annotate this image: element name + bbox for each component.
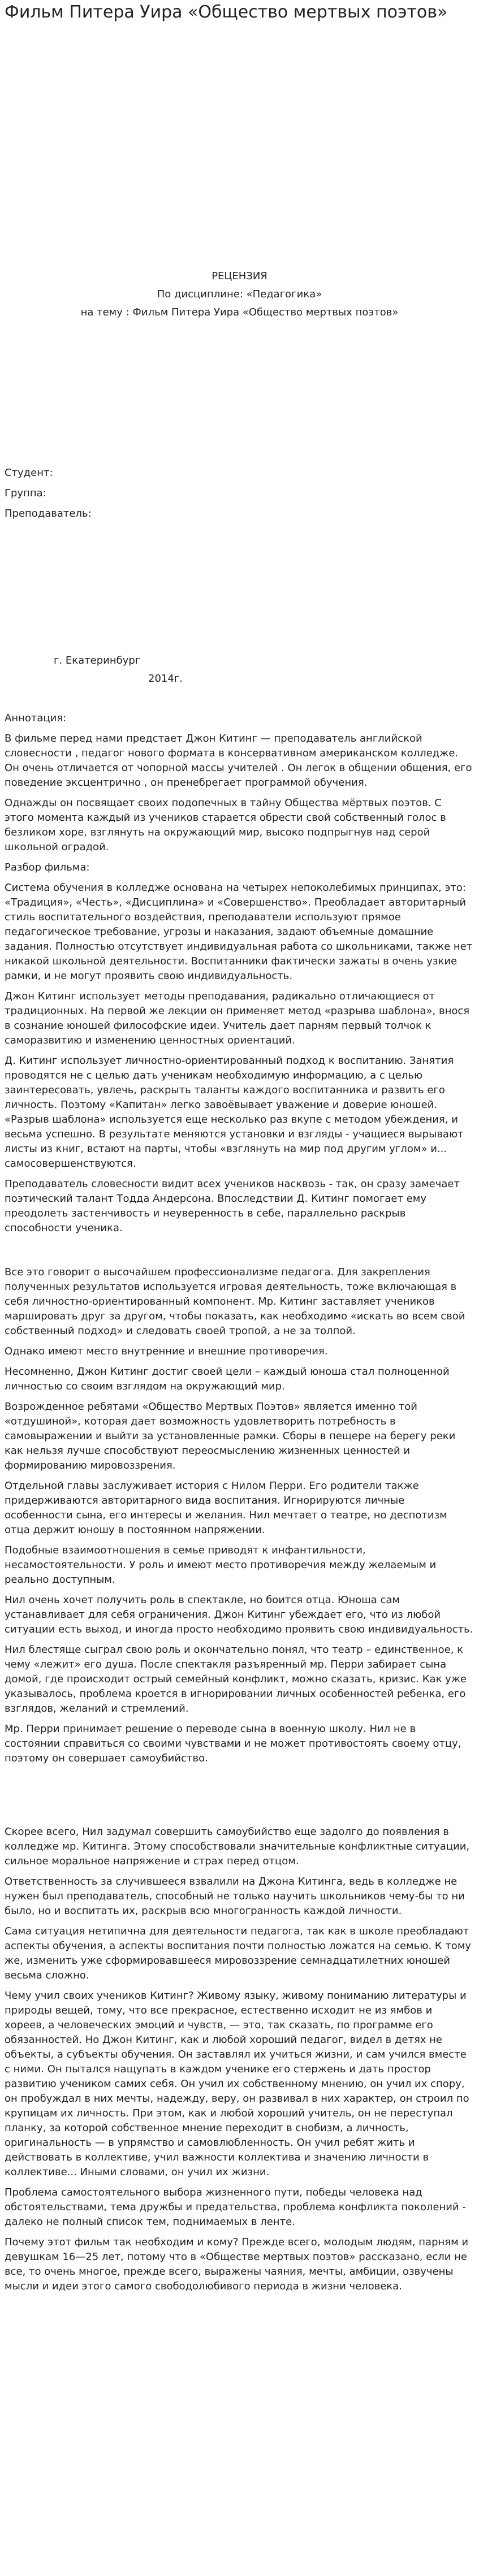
topic-line: на тему : Фильм Питера Уира «Общество мертвых поэтов» [80, 306, 399, 318]
paragraph: Почему этот фильм так необходим и кому? Прежде всего, молодым людям, парням и девушкам 16—25 лет, потому что в «Обществе мертвых поэтов» рассказано, если не все, то очень многое, прежде всего, выражены чаяния, мечты, амбиции, озвучены мысли и идеи этого самого свободолюбивого периода в жизни человека. [5, 2236, 469, 2292]
paragraph: Подобные взаимоотношения в семье приводят к инфантильности, несамостоятельности. У роль и имеют место противоречия между желаемым и реально доступным. [5, 1544, 437, 1586]
paragraph: Сама ситуация нетипична для деятельности педагога, так как в школе преобладают аспекты обучения, а аспекты воспитания почти полностью ложатся на семью. К тому же, изменить уже сформировавшееся мировоззрение семнадцатилетних юношей весьма сложно. [5, 1925, 472, 1981]
paragraph: Преподаватель словесности видит всех учеников насквозь - так, он сразу замечает поэтический талант Тодда Андерсона. Впоследствии Д. Китинг помогает ему преодолеть застенчивость и неуверенность в себе, параллельно раскрыв способности ученика. [5, 1178, 460, 1234]
paragraph: Мр. Перри принимает решение о переводе сына в военную школу. Нил не в состоянии справиться со своими чувствами и не может противостоять своему отцу, поэтому он совершает самоубийство. [5, 1723, 461, 1764]
paragraph: Скорее всего, Нил задумал совершить самоубийство еще задолго до появления в колледже мр. Китинга. Этому способствовали значительные конфликтные ситуации, сильное моральное напряжение и страх перед отцом. [5, 1826, 470, 1867]
student-label: Студент: [5, 467, 53, 479]
group-label: Группа: [5, 487, 46, 499]
document-title: Фильм Питера Уира «Общество мертвых поэтов» [5, 2, 448, 22]
paragraph: Джон Китинг использует методы преподавания, радикально отличающиеся от традиционных. На первой же лекции он применяет метод «разрыва шаблона», внося в сознание юношей философские идеи. Учитель дает парням первый толчок к саморазвитию и изменению ценностных ориентаций. [5, 990, 470, 1046]
review-heading: РЕЦЕНЗИЯ [212, 270, 267, 282]
paragraph: Однажды он посвящает своих подопечных в тайну Общества мёртвых поэтов. С этого момента каждый из учеников старается обрести свой собственный голос в безликом хоре, взглянуть на окружающий мир, высоко подпрыгнув над серой школьной оградой. [5, 797, 446, 853]
analysis-heading: Разбор фильма: [5, 861, 90, 873]
paragraph: Нил блестяще сыграл свою роль и окончательно понял, что театр – единственное, к чему «лежит» его душа. После спектакля разъяренный мр. Перри забирает сына домой, где происходит острый семейный конфликт, можно сказать, кризис. Как уже указывалось, проблема кроется в игнорировании личных особенностей ребенка, его взглядов, желаний и стремлений. [5, 1644, 467, 1715]
paragraph: Ответственность за случившееся взвалили на Джона Китинга, ведь в колледже не нужен был преподаватель, способный не только научить школьников чему-бы то ни было, но и воспитать их, раскрыв всю многогранность каждой личности. [5, 1876, 465, 1917]
discipline-line: По дисциплине: «Педагогика» [157, 288, 322, 300]
review-body [5, 711, 474, 2294]
paragraph: Возрожденное ребятами «Общество Мертвых Поэтов» является именно той «отдушиной», которая дает возможность удовлетворить потребность в самовыражении и выйти за установленные рамки. Сборы в пещере на берегу реки как нельзя лучше способствуют переосмыслению жизненных ценностей и формированию мировоззрения. [5, 1401, 456, 1471]
annotation-heading: Аннотация: [5, 712, 67, 724]
paragraph: В фильме перед нами предстает Джон Китинг — преподаватель английской словесности , педагог нового формата в консервативном американском колледже. Он очень отличается от чопорной массы учителей . Он легок в общении общения, его поведение эксцентрично , он пренебрегает программой обучения. [5, 733, 472, 789]
paragraph: Несомненно, Джон Китинг достиг своей цели – каждый юноша стал полноценной личностью со своим взглядом на окружающий мир. [5, 1366, 450, 1392]
paragraph: Д. Китинг использует личностно-ориентированный подход к воспитанию. Занятия проводятся не с целью дать ученикам необходимую информацию, а с целью заинтересовать, увлечь, раскрыть таланты каждого воспитанника и развить его личность. Поэтому «Капитан» легко завоёвывает уважение и доверие юношей. «Разрыв шаблона» используется еще несколько раз вкупе с методом убеждения, и весьма успешно. В результате меняются установки и взгляды - учащиеся вырывают листы из книг, встают на парты, чтобы «взглянуть на мир под другим углом» и... самосовершенствуются. [5, 1055, 464, 1170]
paragraph: Однако имеют место внутренние и внешние противоречия. [5, 1345, 328, 1357]
paragraph: Проблема самостоятельного выбора жизненного пути, победы человека над обстоятельствами, тема дружбы и предательства, проблема конфликта поколений - далеко не полный список тем, поднимаемых в ленте. [5, 2187, 466, 2228]
paragraph: Нил очень хочет получить роль в спектакле, но боится отца. Юноша сам устанавливает для себя ограничения. Джон Китинг убеждает его, что из любой ситуации есть выход, и иногда просто необходимо проявить свою индивидуальность. [5, 1594, 473, 1635]
teacher-label: Преподаватель: [5, 508, 92, 519]
city-line: г. Екатеринбург [54, 655, 141, 666]
paragraph: Система обучения в колледже основана на четырех непоколебимых принципах, это: «Традиция», «Честь», «Дисциплина» и «Совершенство». Преобладает авторитарный стиль воспитательного воздействия, преподаватели используют прямое педагогическое требование, угрозы и наказания, задают объемные домашние задания. Полностью отсутствует индивидуальная работа со школьниками, также нет никакой школьной деятельности. Воспитанники фактически зажаты в очень узкие рамки, и не могут проявить свою индивидуальность. [5, 882, 473, 982]
paragraph: Чему учил своих учеников Китинг? Живому языку, живому пониманию литературы и природы вещей, тому, что все прекрасное, естественно исходит не из ямбов и хореев, а человеческих эмоций и чувств, — это, так сказать, по программе его обязанностей. Но Джон Китинг, как и любой хороший педагог, видел в детях не объекты, а субъекты обучения. Он заставлял их учиться жизни, и сам учился вместе с ними. Он пытался нащупать в каждом ученике его стержень и дать простор развитию учеником самих себя. Он учил их собственному мнению, он учил их спору, он пробуждал в них мечты, надежду, веру, он развивал в них характер, он строил по крупицам их личность. При этом, как и любой хороший учитель, он не переступал планку, за которой собственное мнение переходит в снобизм, а личность, оригинальность — в упрямство и самовлюбленность. Он учил ребят жить и действовать в коллективе, учил важности коллектива и значению личности в коллективе... Иными словами, он учил их жизни. [5, 1990, 469, 2178]
paragraph: Все это говорит о высочайшем профессионализме педагога. Для закрепления полученных результатов используется игровая деятельность, тоже включающая в себя личностно-ориентированный компонент. Мр. Китинг заставляет учеников маршировать друг за другом, чтобы показать, как необходимо «искать во всем свой собственный подход» и следовать своей тропой, а не за толпой. [5, 1266, 465, 1337]
paragraph: Отдельной главы заслуживает история с Нилом Перри. Его родители также придерживаются авторитарного вида воспитания. Игнорируются личные особенности сына, его интересы и желания. Нил мечтает о театре, но деспотизм отца держит юношу в постоянном напряжении. [5, 1480, 447, 1536]
year-line: 2014г. [148, 673, 183, 685]
